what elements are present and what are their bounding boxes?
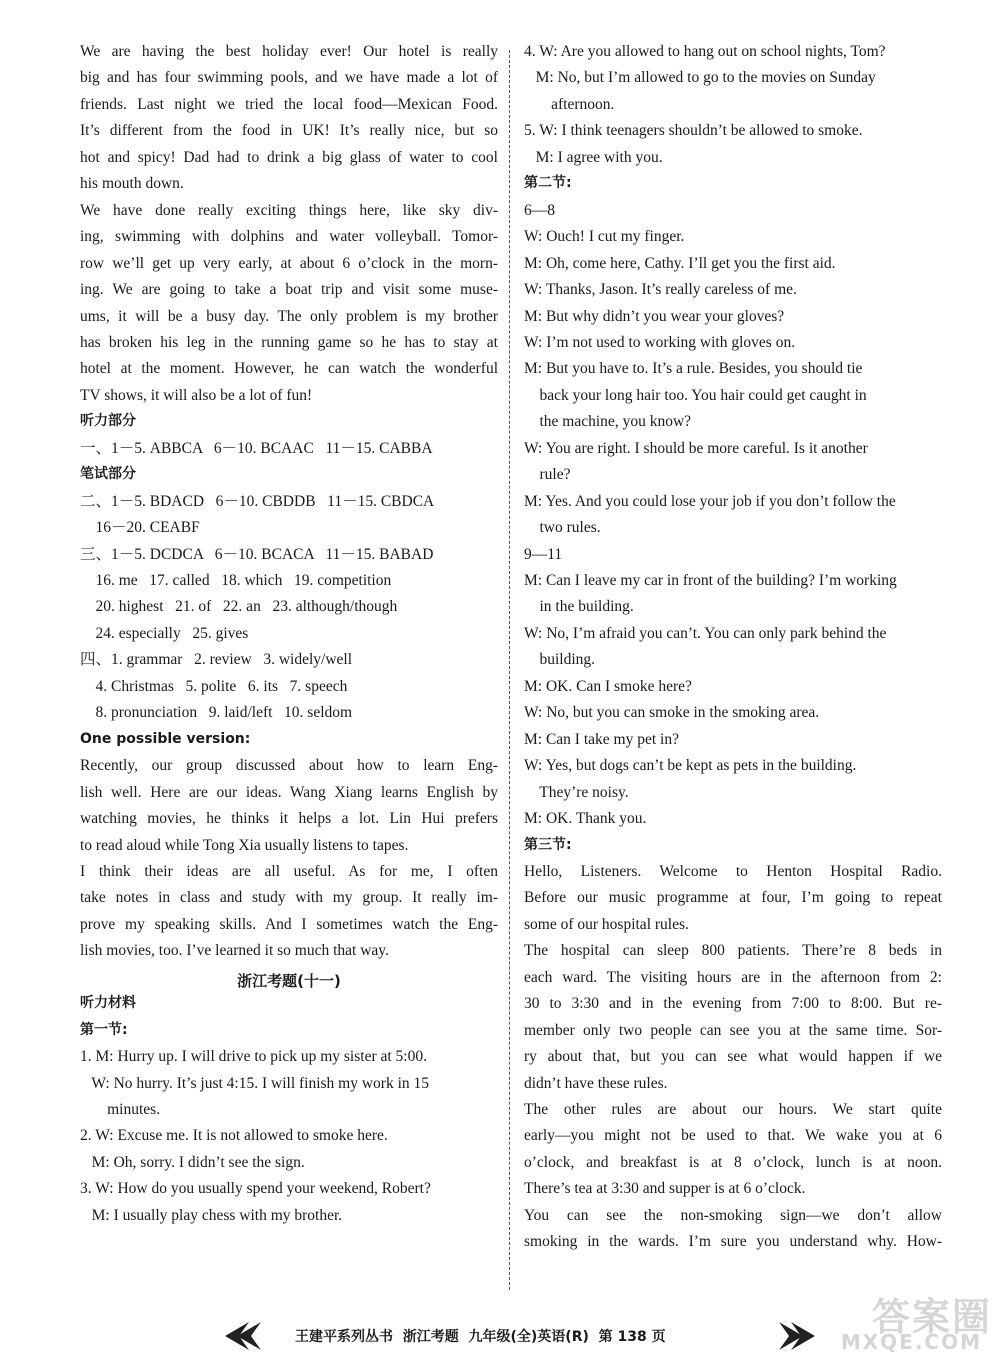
left-column-line: lish well. Here are our ideas. Wang Xiang learns English by [80,783,498,801]
page-footer [225,1320,815,1352]
right-column-line: M: Can I leave my car in front of the building? I’m working [524,572,897,589]
left-column-line: hot and spicy! Dad had to drink a big glass of water to cool [80,148,498,166]
left-column-line: minutes. [80,1101,161,1118]
left-column-line: ums, it will be a busy day. The only problem is my brother [80,307,498,325]
left-column-line: 第一节: [80,1021,128,1038]
right-column-line: W: Ouch! I cut my finger. [524,228,685,246]
left-column-line: 二、1－5. BDACD 6－10. CBDDB 11－15. CBDCA [80,492,435,510]
right-column-line: 30 to 3:30 and in the evening from 7:00 to 8:00. But re- [524,995,942,1013]
right-column-line: They’re noisy. [524,783,629,801]
left-column-line: 8. pronunciation 9. laid/left 10. seldom [80,704,353,722]
footer-text: 王建平系列丛书 浙江考题 九年级(全)英语(R) 第 138 页 [295,1329,666,1345]
left-column-line: TV shows, it will also be a lot of fun! [80,386,313,404]
right-column-line: The other rules are about our hours. We start quite [524,1101,942,1118]
right-column-line: W: Yes, but dogs can’t be kept as pets in the building. [524,757,857,775]
left-column-line: It’s different from the food in UK! It’s really nice, but so [80,122,498,140]
left-column-line: M: I usually play chess with my brother. [80,1206,343,1224]
right-column-line: M: I agree with you. [524,148,663,166]
left-column-line: take notes in class and study with my group. It really im- [80,889,498,907]
left-column-line: has broken his leg in the running game so he has to stay at [80,333,498,351]
left-column-line: 听力部分 [80,413,136,430]
right-column-line: M: No, but I’m allowed to go to the movies on Sunday [524,69,876,87]
left-column-line: watching movies, he thinks it helps a lot. Lin Hui prefers [80,810,498,828]
left-column-line: his mouth down. [80,175,184,193]
right-column-line: M: OK. Thank you. [524,810,647,828]
left-column-line: 24. especially 25. gives [80,624,249,642]
right-column-line: W: Thanks, Jason. It’s really careless of me. [524,281,797,299]
left-column-line: 四、1. grammar 2. review 3. widely/well [80,651,353,669]
left-column-line: W: No hurry. It’s just 4:15. I will finish my work in 15 [80,1074,430,1092]
left-column-line: 16. me 17. called 18. which 19. competition [80,572,392,589]
left-column-line: We are having the best holiday ever! Our hotel is really [80,43,498,60]
right-column-line: back your long hair too. You hair could get caught in [524,386,867,404]
right-column-line: building. [524,651,596,669]
right-column-line: You can see the non-smoking sign—we don’t allow [524,1206,942,1224]
right-column-line: M: Yes. And you could lose your job if you don’t follow the [524,492,896,510]
right-column-line: Hello, Listeners. Welcome to Henton Hospital Radio. [524,862,942,880]
right-column-line: member only two people can see you at the same time. Sor- [524,1021,942,1039]
left-column-line: ing, swimming with dolphins and water volleyball. Tomor- [80,228,498,246]
left-column-line: 20. highest 21. of 22. an 23. although/though [80,598,398,616]
right-column-line: W: No, I’m afraid you can’t. You can only park behind the [524,624,887,642]
right-column-line: The hospital can sleep 800 patients. There’re 8 beds in [524,942,942,960]
left-arrow-icon [225,1320,261,1352]
right-column-line: 第三节: [524,836,572,853]
right-column-line: W: I’m not used to working with gloves on. [524,333,796,351]
right-column-line: 第二节: [524,175,572,192]
right-column-line: There’s tea at 3:30 and supper is at 6 o’clock. [524,1180,806,1198]
left-column-line: Recently, our group discussed about how to learn Eng- [80,757,498,775]
right-column-line: W: You are right. I should be more careful. Is it another [524,439,868,457]
right-column-line: didn’t have these rules. [524,1074,668,1092]
right-column-line: M: But why didn’t you wear your gloves? [524,307,785,325]
right-column-line: M: Can I take my pet in? [524,730,679,748]
right-column-line: the machine, you know? [524,413,692,431]
right-column-line: some of our hospital rules. [524,915,689,933]
right-column-line: each ward. The visiting hours are in the afternoon from 2: [524,968,942,986]
right-column-line: M: Oh, come here, Cathy. I’ll get you the first aid. [524,254,836,272]
left-column-line: 2. W: Excuse me. It is not allowed to smoke here. [80,1127,388,1145]
left-column-line: prove my speaking skills. And I sometimes watch the Eng- [80,915,498,933]
left-column-line: big and has four swimming pools, and we have made a lot of [80,69,498,87]
column-divider [509,50,510,1290]
left-column-line: We have done really exciting things here, like sky div- [80,201,498,219]
right-column-line: 9—11 [524,545,563,563]
left-column-line: 听力材料 [80,995,136,1012]
watermark-title: 答案圈 [871,1295,992,1339]
right-column-line: o’clock, and breakfast is at 8 o’clock, lunch is at noon. [524,1153,942,1171]
left-column-line: 1. M: Hurry up. I will drive to pick up my sister at 5:00. [80,1048,427,1066]
left-column-line: hotel at the moment. However, he can watch the wonderful [80,360,498,378]
left-column-line: 笔试部分 [80,466,136,483]
right-column-line: two rules. [524,519,601,537]
left-column-line: M: Oh, sorry. I didn’t see the sign. [80,1153,305,1171]
right-column-line: ry about that, but you can see what would happen if we [524,1048,942,1066]
left-column-line: to read aloud while Tong Xia usually listens to tapes. [80,836,409,854]
left-column-line: One possible version: [80,730,251,747]
left-column-line: row we’ll get up very early, at about 6 o’clock in the morn- [80,254,498,272]
right-column-line: 6—8 [524,201,555,219]
left-column-line: 4. Christmas 5. polite 6. its 7. speech [80,677,348,695]
right-column-line: Before our music programme at four, I’m going to repeat [524,889,942,907]
watermark [792,1286,992,1356]
left-column-line: I think their ideas are all useful. As for me, I often [80,862,498,880]
left-column-line: 三、1－5. DCDCA 6－10. BCACA 11－15. BABAD [80,545,434,563]
watermark-url: MXQE.COM [840,1330,982,1354]
left-column-line: ing. We are going to take a boat trip and visit some muse- [80,281,498,299]
right-column-line: afternoon. [524,95,615,113]
left-column-line: 3. W: How do you usually spend your weekend, Robert? [80,1180,431,1198]
left-column-line: 一、1－5. ABBCA 6－10. BCAAC 11－15. CABBA [80,439,433,457]
right-column-line: M: But you have to. It’s a rule. Besides, you should tie [524,360,863,378]
left-column-line: 浙江考题(十一) [237,971,341,990]
right-column-line: rule? [524,466,571,484]
right-column-line: in the building. [524,598,634,616]
right-column-line: 4. W: Are you allowed to hang out on school nights, Tom? [524,43,886,60]
right-column-line: M: OK. Can I smoke here? [524,677,692,695]
right-column-line: W: No, but you can smoke in the smoking area. [524,704,820,722]
left-column-line: lish movies, too. I’ve learned it so much that way. [80,942,389,960]
right-column-line: 5. W: I think teenagers shouldn’t be allowed to smoke. [524,122,863,140]
left-column-line: 16－20. CEABF [80,519,200,537]
right-column-line: early—you might not be used to that. We wake you at 6 [524,1127,942,1145]
left-column-line: friends. Last night we tried the local food—Mexican Food. [80,95,498,113]
right-column-line: smoking in the wards. I’m sure you understand why. How- [524,1233,942,1251]
